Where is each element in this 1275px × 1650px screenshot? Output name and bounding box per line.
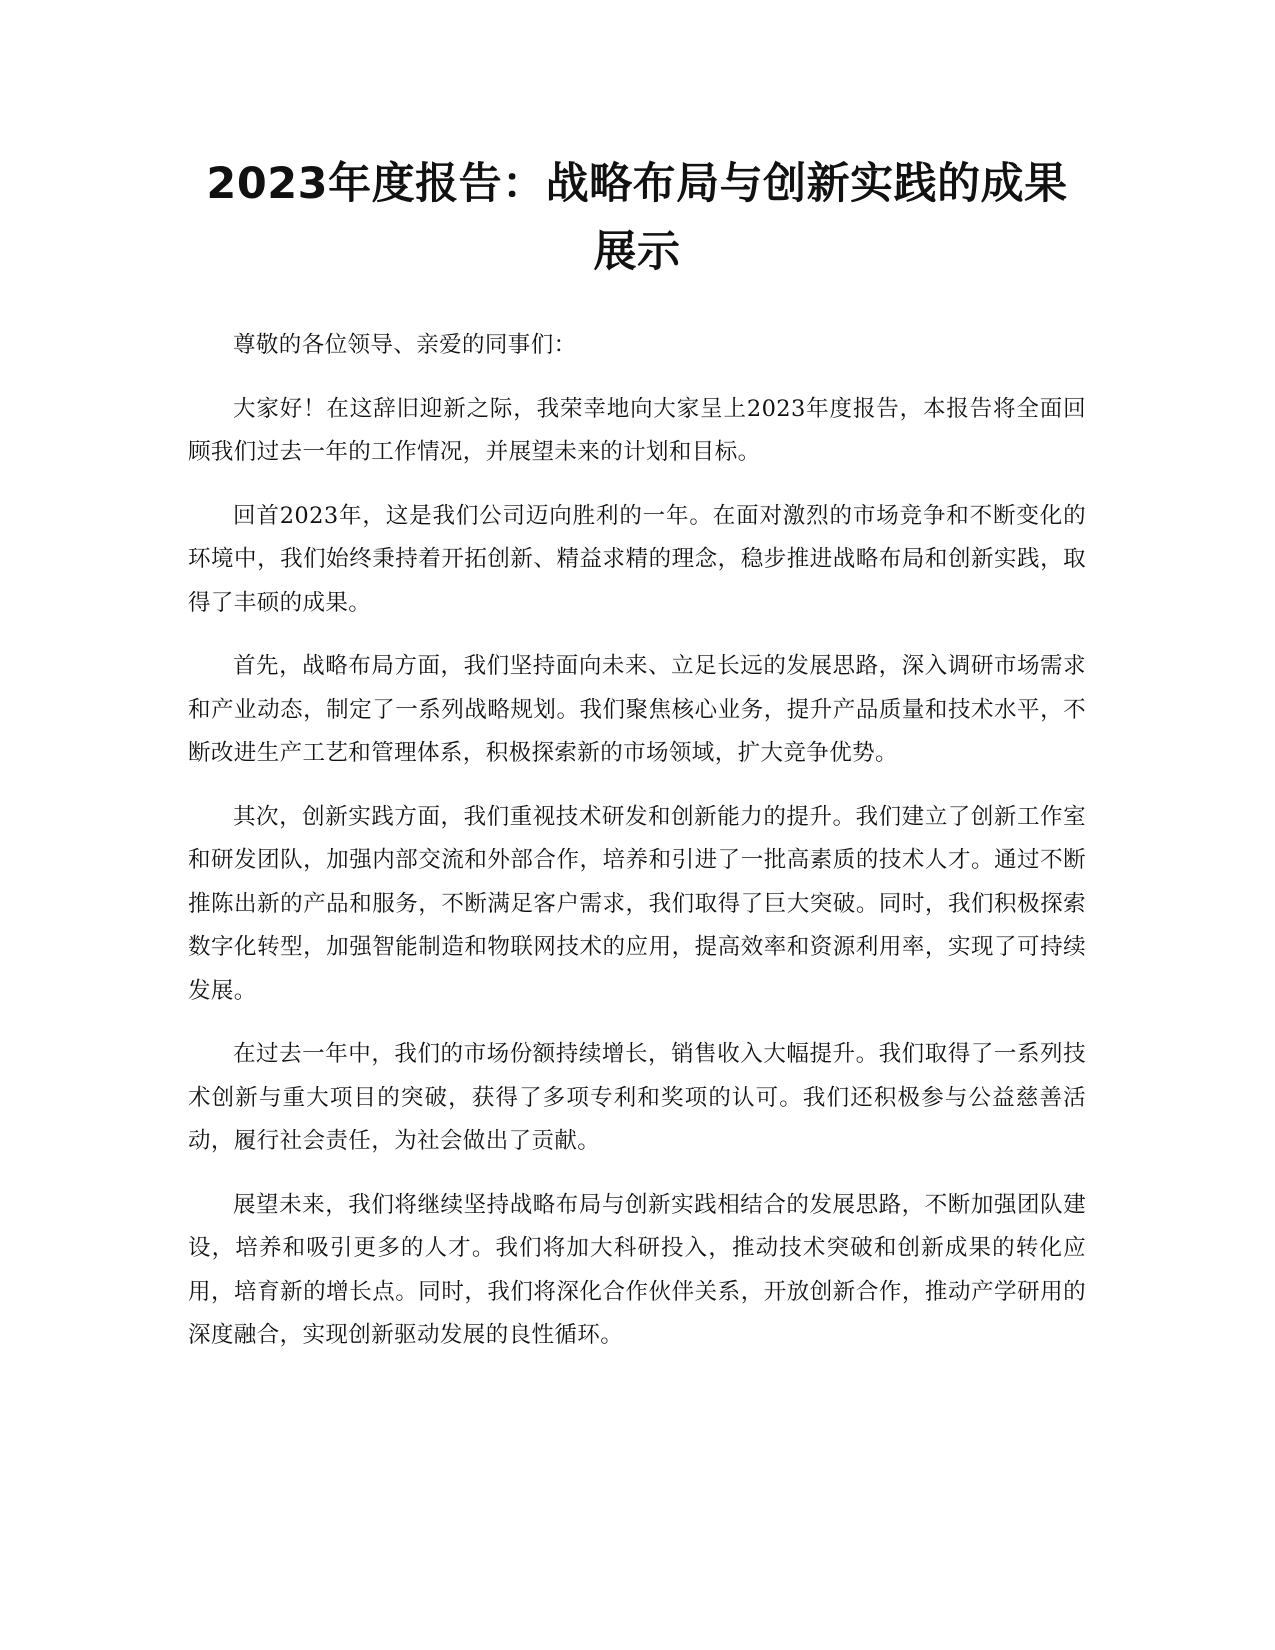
paragraph-greeting: 尊敬的各位领导、亲爱的同事们： [233,332,577,358]
paragraph-intro: 大家好！在这辞旧迎新之际，我荣幸地向大家呈上2023年度报告，本报告将全面回顾我们过去一年的工作情况，并展望未来的计划和目标。 [188,395,1086,465]
paragraph-innovation: 其次，创新实践方面，我们重视技术研发和创新能力的提升。我们建立了创新工作室和研发团队，加强内部交流和外部合作，培养和引进了一批高素质的技术人才。通过不断推陈出新的产品和服务，不断满足客户需求，我们取得了巨大突破。同时，我们积极探索数字化转型，加强智能制造和物联网技术的应用，提高效率和资源利用率，实现了可持续发展。 [188,803,1086,1004]
paragraph-review: 回首2023年，这是我们公司迈向胜利的一年。在面对激烈的市场竞争和不断变化的环境中，我们始终秉持着开拓创新、精益求精的理念，稳步推进战略布局和创新实践，取得了丰硕的成果。 [188,502,1086,616]
document-title: 2023年度报告：战略布局与创新实践的成果展示 [206,159,1068,277]
paragraph-outlook: 展望未来，我们将继续坚持战略布局与创新实践相结合的发展思路，不断加强团队建设，培养和吸引更多的人才。我们将加大科研投入，推动技术突破和创新成果的转化应用，培育新的增长点。同时，我们将深化合作伙伴关系，开放创新合作，推动产学研用的深度融合，实现创新驱动发展的良性循环。 [188,1191,1086,1348]
paragraph-achievements: 在过去一年中，我们的市场份额持续增长，销售收入大幅提升。我们取得了一系列技术创新与重大项目的突破，获得了多项专利和奖项的认可。我们还积极参与公益慈善活动，履行社会责任，为社会做出了贡献。 [188,1041,1086,1154]
document-page [188,150,1086,1378]
paragraph-strategy: 首先，战略布局方面，我们坚持面向未来、立足长远的发展思路，深入调研市场需求和产业动态，制定了一系列战略规划。我们聚焦核心业务，提升产品质量和技术水平，不断改进生产工艺和管理体系，积极探索新的市场领域，扩大竞争优势。 [188,653,1086,766]
